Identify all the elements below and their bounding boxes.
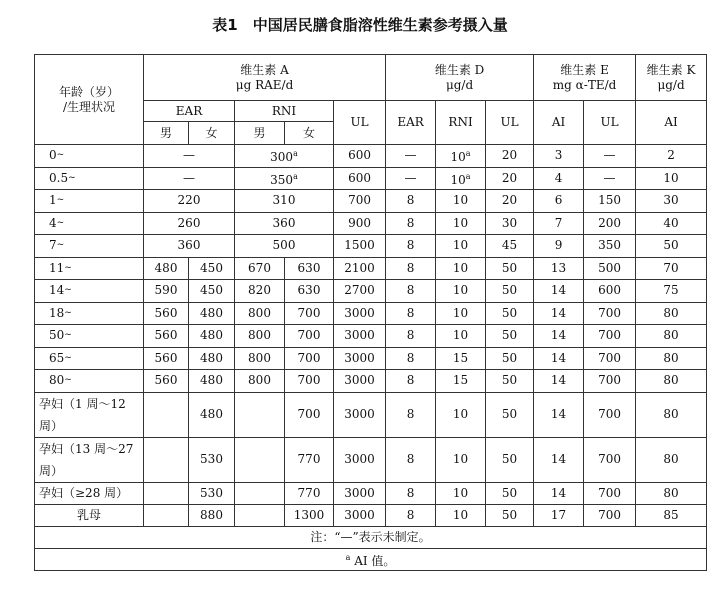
cell: 150 (584, 190, 636, 213)
cell: 85 (636, 505, 707, 527)
cell: 700 (584, 347, 636, 370)
table-title: 表1 中国居民膳食脂溶性维生素参考摄入量 (212, 16, 508, 34)
cell: 50 (486, 257, 534, 280)
cell: 360 (144, 235, 235, 258)
cell: 14 (534, 347, 584, 370)
cell: 700 (334, 190, 386, 213)
cell (144, 437, 189, 482)
cell: 30 (486, 212, 534, 235)
cell: 50 (486, 437, 534, 482)
cell: 3000 (334, 347, 386, 370)
cell: 8 (386, 280, 436, 303)
rni-male-header: 男 (235, 122, 285, 145)
cell: 50 (486, 325, 534, 348)
cell (235, 505, 285, 527)
cell: 4 (534, 167, 584, 190)
cell: 8 (386, 235, 436, 258)
cell: 900 (334, 212, 386, 235)
age-cell: 18~ (35, 302, 144, 325)
cell: 10 (436, 280, 486, 303)
cell: 8 (386, 437, 436, 482)
cell: 260 (144, 212, 235, 235)
cell: 50 (486, 302, 534, 325)
age-cell: 乳母 (35, 505, 144, 527)
cell: 10 (636, 167, 707, 190)
age-cell: 7~ (35, 235, 144, 258)
cell: 590 (144, 280, 189, 303)
cell: 3000 (334, 392, 386, 437)
table-row (35, 145, 707, 168)
cell: 700 (584, 392, 636, 437)
table-row (35, 302, 707, 325)
cell (144, 505, 189, 527)
table-row (35, 257, 707, 280)
cell: 15 (436, 347, 486, 370)
cell: 80 (636, 437, 707, 482)
cell: 560 (144, 347, 189, 370)
cell: 310 (235, 190, 334, 213)
vitk-header: 维生素 K μg/d (636, 55, 707, 101)
cell: 530 (189, 437, 235, 482)
cell: 480 (189, 392, 235, 437)
cell: 560 (144, 370, 189, 393)
cell: 14 (534, 370, 584, 393)
vite-header: 维生素 E mg α-TE/d (534, 55, 636, 101)
cell: 770 (285, 482, 334, 505)
cell: 350 (584, 235, 636, 258)
cell: 880 (189, 505, 235, 527)
cell: 630 (285, 257, 334, 280)
cell: 700 (285, 392, 334, 437)
cell: 8 (386, 482, 436, 505)
d-rni-header: RNI (436, 101, 486, 145)
cell: — (584, 167, 636, 190)
cell: 50 (486, 482, 534, 505)
age-cell: 4~ (35, 212, 144, 235)
table-row (35, 325, 707, 348)
cell: 14 (534, 325, 584, 348)
cell: 480 (189, 325, 235, 348)
d-ear-header: EAR (386, 101, 436, 145)
cell: — (144, 167, 235, 190)
vitd-header: 维生素 D μg/d (386, 55, 534, 101)
cell: 480 (144, 257, 189, 280)
cell: 80 (636, 370, 707, 393)
cell: 630 (285, 280, 334, 303)
cell: 70 (636, 257, 707, 280)
rni-female-header: 女 (285, 122, 334, 145)
cell: 800 (235, 302, 285, 325)
cell: 300$^a$ (235, 145, 334, 168)
cell: — (386, 145, 436, 168)
cell: 17 (534, 505, 584, 527)
cell: 500 (235, 235, 334, 258)
a-ear-header: EAR (144, 101, 235, 122)
table-row (35, 167, 707, 190)
a-ul-header: UL (334, 101, 386, 145)
cell: 10 (436, 257, 486, 280)
cell (235, 392, 285, 437)
cell: 8 (386, 347, 436, 370)
age-cell: 1~ (35, 190, 144, 213)
cell: 14 (534, 302, 584, 325)
cell: 360 (235, 212, 334, 235)
table-row (35, 190, 707, 213)
cell: 10 (436, 302, 486, 325)
cell: 50 (486, 392, 534, 437)
cell: 700 (285, 302, 334, 325)
age-cell: 11~ (35, 257, 144, 280)
cell: 10 (436, 212, 486, 235)
cell: 3000 (334, 302, 386, 325)
cell: 40 (636, 212, 707, 235)
cell: 450 (189, 280, 235, 303)
cell: 1300 (285, 505, 334, 527)
cell: 3 (534, 145, 584, 168)
cell: 30 (636, 190, 707, 213)
cell: 8 (386, 505, 436, 527)
table-row (35, 235, 707, 258)
cell: 20 (486, 190, 534, 213)
cell: 700 (584, 437, 636, 482)
table-row (35, 505, 707, 527)
cell: 14 (534, 392, 584, 437)
cell: — (144, 145, 235, 168)
cell: 20 (486, 145, 534, 168)
cell: 8 (386, 325, 436, 348)
cell: 700 (584, 325, 636, 348)
cell: 50 (486, 280, 534, 303)
cell: 50 (486, 347, 534, 370)
cell: 500 (584, 257, 636, 280)
cell: 3000 (334, 325, 386, 348)
cell: 480 (189, 370, 235, 393)
table-row (35, 212, 707, 235)
cell: 10 (436, 190, 486, 213)
cell: 8 (386, 212, 436, 235)
vita-header: 维生素 A μg RAE/d (144, 55, 386, 101)
cell: 80 (636, 482, 707, 505)
age-cell: 孕妇（13 周～27 周） (35, 437, 144, 482)
age-cell: 0.5~ (35, 167, 144, 190)
a-rni-header: RNI (235, 101, 334, 122)
cell: 8 (386, 370, 436, 393)
cell: 700 (285, 347, 334, 370)
age-cell: 50~ (35, 325, 144, 348)
cell: 600 (334, 145, 386, 168)
age-cell: 65~ (35, 347, 144, 370)
cell: 15 (436, 370, 486, 393)
d-ul-header: UL (486, 101, 534, 145)
cell: 220 (144, 190, 235, 213)
cell: 600 (334, 167, 386, 190)
cell: 3000 (334, 370, 386, 393)
cell: 700 (584, 505, 636, 527)
cell: 3000 (334, 482, 386, 505)
cell: 7 (534, 212, 584, 235)
cell: 800 (235, 370, 285, 393)
cell: 10 (436, 482, 486, 505)
age-cell: 0~ (35, 145, 144, 168)
cell: 480 (189, 347, 235, 370)
cell: 10 (436, 437, 486, 482)
e-ai-header: AI (534, 101, 584, 145)
cell: — (386, 167, 436, 190)
cell: 200 (584, 212, 636, 235)
cell: 700 (584, 482, 636, 505)
cell: 530 (189, 482, 235, 505)
cell: 6 (534, 190, 584, 213)
cell: 8 (386, 190, 436, 213)
cell: 2100 (334, 257, 386, 280)
table-row (35, 370, 707, 393)
cell: 700 (285, 325, 334, 348)
cell (235, 482, 285, 505)
cell: 50 (486, 505, 534, 527)
cell: 700 (285, 370, 334, 393)
cell: 10 (436, 392, 486, 437)
cell: 480 (189, 302, 235, 325)
age-cell: 80~ (35, 370, 144, 393)
cell: 560 (144, 325, 189, 348)
cell (144, 482, 189, 505)
table-row (35, 482, 707, 505)
cell (235, 437, 285, 482)
cell: 45 (486, 235, 534, 258)
ear-female-header: 女 (189, 122, 235, 145)
cell (144, 392, 189, 437)
cell: 10 (436, 325, 486, 348)
cell: 14 (534, 482, 584, 505)
cell: 80 (636, 392, 707, 437)
cell: 14 (534, 280, 584, 303)
cell: 820 (235, 280, 285, 303)
cell: 10 (436, 235, 486, 258)
age-cell: 孕妇（≥28 周） (35, 482, 144, 505)
cell: 800 (235, 325, 285, 348)
table-note: 注：“—”表示未制定。 (35, 527, 707, 549)
cell: 80 (636, 347, 707, 370)
cell: 770 (285, 437, 334, 482)
cell: 50 (486, 370, 534, 393)
age-header: 年龄（岁） /生理状况 (35, 55, 144, 145)
cell: 3000 (334, 437, 386, 482)
vitamin-intake-table (34, 54, 707, 571)
cell: 80 (636, 325, 707, 348)
cell: 560 (144, 302, 189, 325)
cell: 450 (189, 257, 235, 280)
table-row (35, 437, 707, 482)
cell: 600 (584, 280, 636, 303)
cell: 9 (534, 235, 584, 258)
age-cell: 14~ (35, 280, 144, 303)
cell: 10$^a$ (436, 145, 486, 168)
cell: 350$^a$ (235, 167, 334, 190)
cell: 700 (584, 302, 636, 325)
age-cell: 孕妇（1 周～12 周） (35, 392, 144, 437)
cell: 2700 (334, 280, 386, 303)
cell: 800 (235, 347, 285, 370)
cell: 670 (235, 257, 285, 280)
table-row (35, 392, 707, 437)
cell: 13 (534, 257, 584, 280)
cell: 8 (386, 392, 436, 437)
cell: 2 (636, 145, 707, 168)
k-ai-header: AI (636, 101, 707, 145)
cell: — (584, 145, 636, 168)
table-row (35, 280, 707, 303)
cell: 3000 (334, 505, 386, 527)
cell: 1500 (334, 235, 386, 258)
cell: 10$^a$ (436, 167, 486, 190)
cell: 50 (636, 235, 707, 258)
cell: 10 (436, 505, 486, 527)
cell: 8 (386, 257, 436, 280)
table-footnote: $^a$ AI 值。 (35, 549, 707, 571)
table-row (35, 347, 707, 370)
cell: 14 (534, 437, 584, 482)
cell: 20 (486, 167, 534, 190)
ear-male-header: 男 (144, 122, 189, 145)
cell: 75 (636, 280, 707, 303)
cell: 8 (386, 302, 436, 325)
cell: 80 (636, 302, 707, 325)
cell: 700 (584, 370, 636, 393)
e-ul-header: UL (584, 101, 636, 145)
